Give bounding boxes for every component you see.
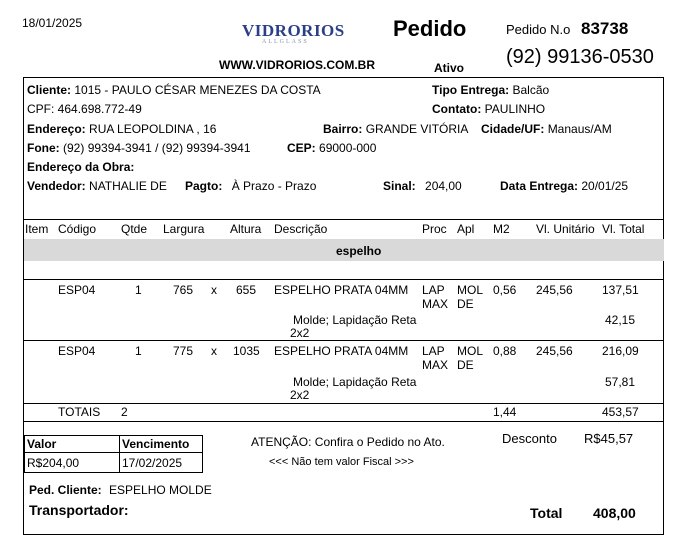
payment-method (185, 179, 316, 193)
col-total-price: Vl. Total (602, 222, 645, 236)
down-payment-label: Sinal: (383, 179, 416, 193)
phone-label: Fone: (27, 141, 60, 155)
company-website: WWW.VIDRORIOS.COM.BR (219, 58, 375, 72)
customer-order (29, 483, 212, 497)
contact (432, 102, 545, 116)
row-description: ESPELHO PRATA 04MM (274, 283, 409, 297)
address-value: RUA LEOPOLDINA , 16 (89, 122, 217, 136)
col-qty: Qtde (121, 222, 148, 236)
customer-line (27, 83, 321, 97)
row-service-total: 42,15 (605, 313, 636, 327)
zipcode-label: CEP: (287, 141, 316, 155)
seller-value: NATHALIE DE (89, 179, 167, 193)
customer-label: Cliente: (27, 83, 72, 97)
down-payment-value: 204,00 (425, 179, 462, 193)
totals-divider (23, 403, 664, 404)
delivery-type-label: Tipo Entrega: (432, 83, 510, 97)
row-code: ESP04 (58, 344, 96, 358)
row-total-price: 216,09 (602, 344, 639, 358)
address-label: Endereço: (27, 122, 86, 136)
grand-total-value: 408,00 (593, 505, 636, 521)
seller-label: Vendedor: (27, 179, 86, 193)
col-height: Altura (230, 222, 262, 236)
row-apl-2: DE (457, 358, 474, 372)
row-separator: x (211, 344, 217, 358)
col-apl: Apl (457, 222, 475, 236)
delivery-type (432, 83, 549, 97)
delivery-date-label: Data Entrega: (500, 179, 579, 193)
row-service-total: 57,81 (605, 375, 636, 389)
col-description: Descrição (274, 222, 328, 236)
city-label: Cidade/UF: (481, 122, 545, 136)
col-width: Largura (163, 222, 205, 236)
row-divider (23, 279, 664, 280)
row-unit-price: 245,56 (536, 283, 573, 297)
installment-value-header: Valor (24, 435, 120, 453)
work-address-label: Endereço da Obra: (27, 160, 135, 174)
totals-m2: 1,44 (493, 405, 517, 419)
customer-name: 1015 - PAULO CÉSAR MENEZES DA COSTA (74, 83, 321, 97)
col-unit-price: Vl. Unitário (536, 222, 595, 236)
installment-value: R$204,00 (24, 452, 120, 473)
discount-value: R$45,57 (584, 431, 634, 446)
row-separator: x (211, 283, 217, 297)
payment-method-label: Pagto: (185, 179, 223, 193)
row-total-price: 137,51 (602, 283, 639, 297)
row-description: ESPELHO PRATA 04MM (274, 344, 409, 358)
delivery-type-value: Balcão (512, 83, 550, 97)
row-unit-price: 245,56 (536, 344, 573, 358)
row-qty: 1 (135, 283, 142, 297)
page-title: Pedido (393, 16, 467, 41)
row-proc-2: MAX (422, 358, 449, 372)
row-service: Molde; Lapidação Reta (293, 375, 417, 389)
row-width: 775 (173, 344, 194, 358)
row-proc-2: MAX (422, 297, 449, 311)
contact-value: PAULINHO (484, 102, 546, 116)
carrier-label: Transportador: (29, 502, 129, 518)
row-service-size: 2x2 (290, 388, 310, 402)
row-width: 765 (173, 283, 194, 297)
address (27, 122, 216, 136)
zipcode-value: 69000-000 (319, 141, 377, 155)
contact-label: Contato: (432, 102, 482, 116)
delivery-date (500, 179, 628, 193)
row-height: 655 (236, 283, 257, 297)
row-height: 1035 (233, 344, 260, 358)
row-m2: 0,88 (493, 344, 517, 358)
delivery-date-value: 20/01/25 (581, 179, 629, 193)
row-m2: 0,56 (493, 283, 517, 297)
group-title: espelho (336, 244, 382, 258)
customer-order-value: ESPELHO MOLDE (109, 483, 212, 497)
row-proc-1: LAP (422, 344, 445, 358)
totals-value: 453,57 (602, 405, 639, 419)
attention-note: ATENÇÃO: Confira o Pedido no Ato. (251, 435, 445, 449)
grand-total-label: Total (530, 505, 563, 521)
neighborhood (323, 122, 468, 136)
company-phone: (92) 99136-0530 (506, 46, 654, 68)
payment-method-value: À Prazo - Prazo (231, 179, 317, 193)
neighborhood-label: Bairro: (323, 122, 363, 136)
order-number-label: Pedido N.o (506, 22, 571, 37)
row-apl-1: MOL (457, 344, 484, 358)
fiscal-note: <<< Não tem valor Fiscal >>> (269, 456, 414, 468)
order-number: 83738 (581, 19, 629, 38)
print-date: 18/01/2025 (22, 16, 83, 30)
zipcode (287, 141, 376, 155)
row-service: Molde; Lapidação Reta (293, 313, 417, 327)
phone-value: (92) 99394-3941 / (92) 99394-3941 (63, 141, 251, 155)
order-status: Ativo (434, 61, 464, 75)
city (481, 122, 612, 136)
city-value: Manaus/AM (547, 122, 612, 136)
company-logo: VIDRORIOS (242, 21, 345, 40)
installment-due-date: 17/02/2025 (119, 452, 203, 473)
col-item: Item (25, 222, 49, 236)
customer-cpf: CPF: 464.698.772-49 (27, 102, 142, 116)
totals-bottom-line (23, 421, 664, 422)
customer-order-label: Ped. Cliente: (29, 483, 102, 497)
row-code: ESP04 (58, 283, 96, 297)
col-code: Código (58, 222, 97, 236)
installment-due-header: Vencimento (119, 435, 203, 453)
totals-label: TOTAIS (58, 405, 101, 419)
row-apl-2: DE (457, 297, 474, 311)
row-divider (23, 340, 664, 341)
neighborhood-value: GRANDE VITÓRIA (365, 122, 469, 136)
company-logo-subtitle: ALLGLASS (262, 39, 309, 45)
phone (27, 141, 251, 155)
table-top-line (23, 219, 664, 220)
down-payment (383, 179, 462, 193)
totals-qty: 2 (121, 405, 128, 419)
seller (27, 179, 167, 193)
row-qty: 1 (135, 344, 142, 358)
row-apl-1: MOL (457, 283, 484, 297)
row-service-size: 2x2 (290, 326, 310, 340)
row-proc-1: LAP (422, 283, 445, 297)
col-proc: Proc (422, 222, 447, 236)
col-m2: M2 (493, 222, 510, 236)
discount-label: Desconto (502, 431, 557, 446)
